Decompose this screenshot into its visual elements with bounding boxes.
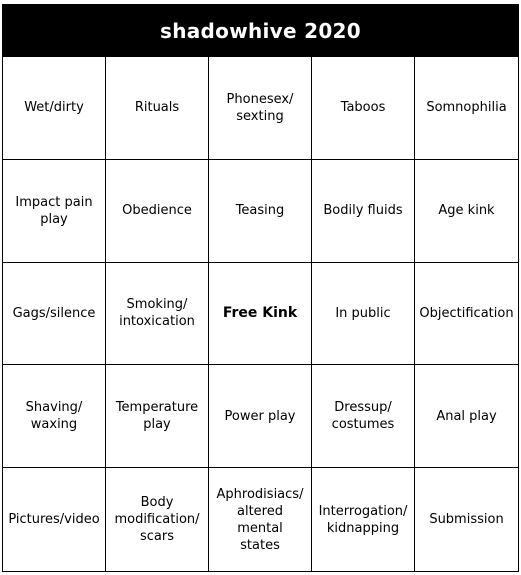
bingo-cell[interactable]: Taboos — [312, 57, 415, 160]
bingo-cell[interactable]: Anal play — [415, 365, 518, 468]
bingo-card — [2, 4, 519, 572]
free-space-cell[interactable]: Free Kink — [209, 263, 312, 366]
bingo-cell[interactable]: Rituals — [106, 57, 209, 160]
bingo-cell[interactable]: Somnophilia — [415, 57, 518, 160]
bingo-cell[interactable]: In public — [312, 263, 415, 366]
bingo-cell[interactable]: Body modification/ scars — [106, 468, 209, 571]
bingo-cell[interactable]: Temperature play — [106, 365, 209, 468]
bingo-cell[interactable]: Bodily fluids — [312, 160, 415, 263]
bingo-cell[interactable]: Shaving/ waxing — [3, 365, 106, 468]
bingo-cell[interactable]: Smoking/ intoxication — [106, 263, 209, 366]
bingo-cell[interactable]: Obedience — [106, 160, 209, 263]
bingo-cell[interactable]: Aphrodisiacs/ altered mental states — [209, 468, 312, 571]
bingo-cell[interactable]: Phonesex/ sexting — [209, 57, 312, 160]
bingo-grid — [3, 57, 518, 571]
bingo-cell[interactable]: Impact pain play — [3, 160, 106, 263]
bingo-cell[interactable]: Dressup/ costumes — [312, 365, 415, 468]
card-title: shadowhive 2020 — [3, 5, 518, 57]
bingo-cell[interactable]: Interrogation/ kidnapping — [312, 468, 415, 571]
bingo-cell[interactable]: Power play — [209, 365, 312, 468]
bingo-cell[interactable]: Wet/dirty — [3, 57, 106, 160]
bingo-cell[interactable]: Submission — [429, 512, 504, 528]
bingo-cell[interactable]: Teasing — [209, 160, 312, 263]
bingo-cell[interactable]: Age kink — [415, 160, 518, 263]
bingo-cell[interactable]: Objectification — [415, 263, 518, 366]
bingo-cell[interactable]: Gags/silence — [3, 263, 106, 366]
bingo-cell[interactable]: Pictures/video — [3, 468, 106, 571]
